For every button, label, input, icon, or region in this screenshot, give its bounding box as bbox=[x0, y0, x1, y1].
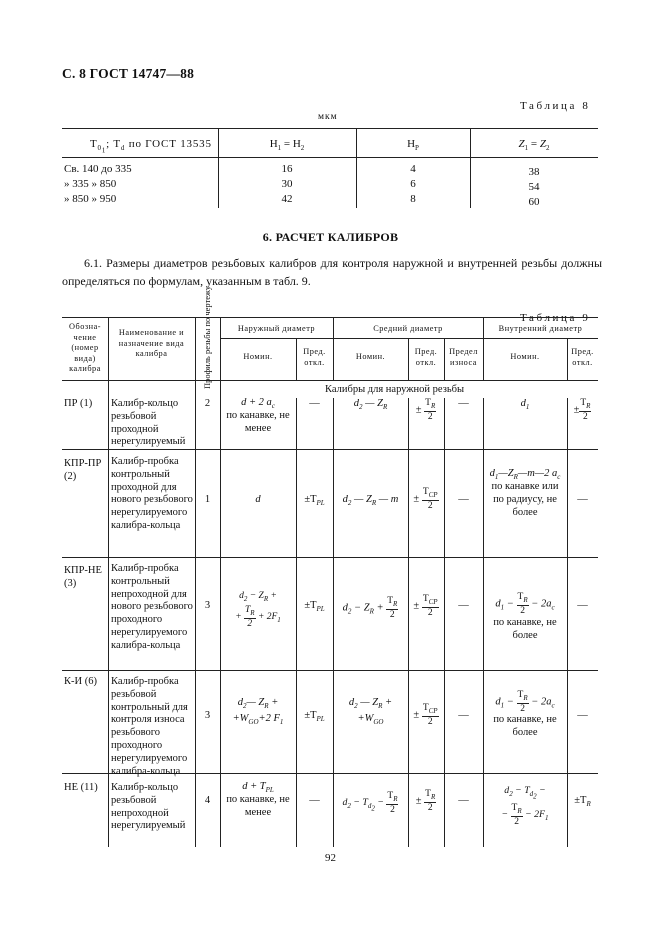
table8-header-h: $H_1 = H_2$ bbox=[269, 138, 305, 153]
table9-header-inner-dev: Пред. откл. bbox=[571, 347, 594, 367]
table9-header-middle-dev: Пред. откл. bbox=[414, 347, 438, 367]
table9-row-wear: — bbox=[458, 600, 469, 611]
table9-row-inner-dev: $\pm T_R$ bbox=[574, 795, 591, 809]
table9-row-code: ПР (1) bbox=[64, 398, 93, 409]
table9-row-profile: 1 bbox=[204, 494, 211, 505]
table9-header-middle: Средний диаметр bbox=[373, 324, 443, 333]
table9-row-profile: 3 bbox=[204, 710, 211, 721]
table9-row-middle-nom: $d_2$ — $Z_R$ bbox=[353, 398, 388, 412]
table8-row-hp: 8 bbox=[410, 193, 416, 205]
table9-row-outer-nom: $d + T_{PL}$ bbox=[242, 781, 274, 795]
table9-row-name: Калибр-пробка контрольный проходной для нового резьбового нерегулируемого калибра-кольца bbox=[111, 456, 193, 531]
table8-label: Таблица 8 bbox=[520, 100, 591, 112]
table8-row-h: 16 bbox=[281, 163, 293, 175]
table9-row-inner-nom: $d_2 - T_{d_2}$ − − $\frac{T_R}{2}$ − $2F_1$ bbox=[501, 785, 549, 827]
table9-row-middle-nom: $d_2$ — $Z_R$ + $+W_{GO}$ bbox=[348, 697, 393, 726]
table9-row-outer-dev: — bbox=[309, 795, 320, 806]
table9-row-outer-dev: $\pm T_{PL}$ bbox=[304, 710, 325, 724]
table9-row-middle-dev: ± $\frac{T_{CP}}{2}$ bbox=[413, 703, 438, 727]
table9-row-middle-nom: $d_2 - T_{d_2}$ − $\frac{T_R}{2}$ bbox=[342, 791, 398, 815]
table9-header-name: Наименование и назначение вида калибра bbox=[118, 328, 185, 358]
table8-row-h: 30 bbox=[281, 178, 293, 190]
table9-row-inner-nom: $d_1—Z_R—m—2$ $a_c$ bbox=[489, 468, 561, 482]
table9-row-outer-dev: — bbox=[309, 398, 320, 409]
table9-row-outer-note: по канавке, не менее bbox=[226, 410, 290, 434]
table9-row-middle-dev: ± $\frac{T_R}{2}$ bbox=[415, 398, 436, 422]
table9-row-wear: — bbox=[458, 795, 469, 806]
table9-row-inner-dev: — bbox=[577, 710, 588, 721]
table9-row-outer-nom: d + 2 $a_c$ bbox=[241, 397, 275, 411]
table8-row-z: 38 bbox=[528, 166, 540, 178]
table9-label: Таблица 9 bbox=[520, 312, 591, 324]
table9-row-name: Калибр-кольцо резьбовой непроходной нерегулируемый bbox=[111, 782, 186, 832]
body-paragraph: 6.1. Размеры диаметров резьбовых калибров для контроля наружной и внутренней резьбы должны определяться по формулам, указанным в табл. 9. bbox=[62, 256, 602, 288]
table9-row-middle-dev: ± $\frac{T_{CP}}{2}$ bbox=[413, 487, 438, 511]
table9-row-middle-nom: $d_2$ — $Z_R$ — m bbox=[342, 494, 399, 508]
table8-row-z: 60 bbox=[528, 196, 540, 208]
table8-row-range: Св. 140 до 335 bbox=[64, 163, 132, 175]
table9-row-code: КПР-НЕ (3) bbox=[64, 565, 102, 589]
table8-top-rule bbox=[62, 128, 598, 129]
table9-row-inner-note: по канавке, не более bbox=[493, 714, 557, 738]
table8-row-h: 42 bbox=[281, 193, 293, 205]
table9-row-outer-nom: $d_2—$ $Z_R$ + $+W_{GO}+2$ $F_1$ bbox=[232, 697, 284, 726]
table9-row-middle-nom: $d_2 - Z_R$ + $\frac{T_R}{2}$ bbox=[342, 596, 398, 620]
table9-row-profile: 4 bbox=[204, 795, 211, 806]
table9-row-inner-nom: $d_1$ − $\frac{T_R}{2}$ − $2a_c$ bbox=[495, 592, 555, 616]
table9-row-outer-dev: $\pm T_{PL}$ bbox=[304, 494, 325, 508]
table9-row-profile: 2 bbox=[204, 398, 211, 409]
table9-row-code: К-И (6) bbox=[64, 676, 97, 687]
table9-row-outer-dev: $\pm T_{PL}$ bbox=[304, 600, 325, 614]
table9-header-outer-dev: Пред. откл. bbox=[303, 347, 326, 367]
table9-row-wear: — bbox=[458, 710, 469, 721]
table9-row-inner-dev: — bbox=[577, 600, 588, 611]
table9-row-inner-note: по канавке или по радиусу, не более bbox=[491, 481, 559, 518]
table8-header-hp: $H_P$ bbox=[407, 138, 419, 153]
table8-row-range: » 850 » 950 bbox=[64, 193, 117, 205]
table9-header-middle-nom: Номин. bbox=[355, 352, 386, 361]
table9-row-middle-dev: ± $\frac{T_R}{2}$ bbox=[415, 789, 436, 813]
page-header: С. 8 ГОСТ 14747—88 bbox=[62, 66, 195, 81]
table9-row-wear: — bbox=[458, 398, 469, 409]
table8-row-range: » 335 » 850 bbox=[64, 178, 117, 190]
table9-row-code: КПР-ПР (2) bbox=[64, 458, 102, 482]
table9-row-middle-dev: ± $\frac{T_{CP}}{2}$ bbox=[413, 594, 438, 618]
table9-row-name: Калибр-кольцо резьбовой проходной нерегулируемый bbox=[111, 398, 186, 448]
page-number: 92 bbox=[325, 852, 336, 864]
table8-row-z: 54 bbox=[528, 181, 540, 193]
table9-row-inner-dev: ± $\frac{T_R}{2}$ bbox=[573, 398, 591, 422]
table9-row-name: Калибр-пробка резьбовой контрольный для контроля износа резьбового проходного нерегулируемого калибра-кольца bbox=[111, 676, 188, 777]
table9-header-outer-nom: Номин. bbox=[243, 352, 273, 361]
table9-row-outer-nom: $d_2 - Z_R$ + + $\frac{T_R}{2}$ + $2F_1$ bbox=[235, 591, 281, 630]
table9-row-inner-note: по канавке, не более bbox=[493, 617, 557, 641]
table8-header-z: $Z_1 = Z_2$ bbox=[518, 138, 550, 153]
table9-header-inner: Внутренний диаметр bbox=[498, 324, 583, 333]
table8-unit: мкм bbox=[318, 112, 338, 122]
table9-row-code: НЕ (11) bbox=[64, 782, 98, 793]
table9-header-designation: Обозна-чение (номер вида) калибра bbox=[68, 322, 102, 373]
table9-row-outer-note: по канавке, не менее bbox=[226, 794, 290, 818]
table9-row-inner-dev: — bbox=[577, 494, 588, 505]
table9-header-outer: Наружный диаметр bbox=[237, 324, 316, 333]
table8-header-tolerance: $T_{0_1}$; $T_d$ по ГОСТ 13535 bbox=[90, 138, 212, 155]
table9-row-name: Калибр-пробка контрольный непроходной для нового резьбового проходного нерегулируемого калибра-кольца bbox=[111, 563, 193, 651]
section-heading: 6. РАСЧЕТ КАЛИБРОВ bbox=[262, 230, 399, 244]
table9-row-inner-nom: $d_1$ bbox=[520, 398, 530, 412]
table9-row-profile: 3 bbox=[204, 600, 211, 611]
table9-row-inner-nom: $d_1$ − $\frac{T_R}{2}$ − $2a_c$ bbox=[495, 690, 555, 714]
table8-row-hp: 4 bbox=[410, 163, 416, 175]
table9-header-wear: Предел износа bbox=[449, 347, 478, 367]
table9-header-inner-nom: Номин. bbox=[510, 352, 540, 361]
table9-group-label: Калибры для наружной резьбы bbox=[325, 384, 465, 395]
table9-row-wear: — bbox=[458, 494, 469, 505]
table8-row-hp: 6 bbox=[410, 178, 416, 190]
table9-header-profile: Профиль резьбы по чертежу bbox=[202, 285, 212, 389]
table9-row-outer-nom: d bbox=[255, 494, 261, 505]
